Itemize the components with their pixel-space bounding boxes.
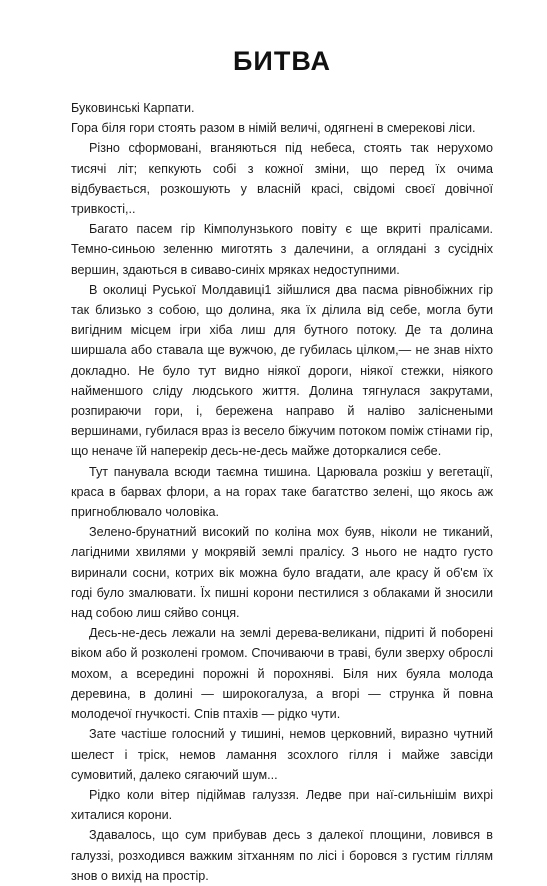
document-body [71, 98, 493, 886]
document-page [71, 46, 493, 886]
paragraph: Буковинські Карпати. [71, 101, 195, 115]
paragraph: Багато пасем гір Кімполунзького повіту є ще вкриті пралісами. Темно-синьою зеленню миготять з далечини, а оглядані з сусідніх вершин, здаються в сиваво-синіх мряках недоступними. [71, 222, 493, 277]
paragraph: Зате частіше голосний у тишині, немов церковний, виразно чутний шелест і тріск, немов ламання зсохлого гілля і майже завсіди сумовитий, далеко сягаючий шум... [71, 727, 493, 782]
paragraph: В околиці Руської Молдавиці1 зійшлися два пасма рівнобіжних гір так близько з собою, що долина, яка їх ділила від себе, могла бути вигідним місцем ігри хіба лиш для бутного потоку. Де та долина ширшала або ставала ще вужчою, де губилась цілком,— не знав ніхто докладно. Не було тут видно ніякої дороги, ніякої стежки, ніякого найменшого сліду людського життя. Долина тягнулася закрутами, розпираючи гори, і, бережена направо й наліво заліснеными вершинами, губилася враз із весело біжучим потоком поміж стінами гір, що неначе їй наперекір десь-не-десь майже доторкалися себе. [71, 282, 493, 459]
paragraph: Різно сформовані, вганяються під небеса, стоять так нерухомо тисячі літ; кепкують собі з кожної зміни, що перед їх очима відбувається, розкошують у власній красі, свідомі своєї довічної тривкості,.. [71, 141, 493, 217]
document-title: БИТВА [233, 46, 331, 76]
paragraph: Рідко коли вітер підіймав галуззя. Ледве при наї-сильнішім вихрі хиталися корони. [71, 787, 493, 823]
paragraph: Десь-не-десь лежали на землі дерева-великани, підриті й поборені віком або й розколені громом. Спочиваючи в траві, були зверху оброслі мохом, а всередині порожні й порохняві. Біля них буяла молода деревина, в долині — широкогалуза, а вгорі — струнка й повна молодечої гнучкості. Спів птахів — рідко чути. [71, 626, 493, 722]
paragraph: Здавалось, що сум прибував десь з далекої площини, ловився в галуззі, розходився важким зітханням по лісі і боровся з густим гіллям знов о вихід на простір. [71, 828, 493, 883]
paragraph: Тут панувала всюди таємна тишина. Царювала розкіш у вегетації, краса в барвах флори, а на горах таке багатство зелені, що якось аж пригноблювало чоловіка. [71, 464, 493, 520]
paragraph: Гора біля гори стоять разом в німій величі, одягнені в смерекові ліси. [71, 121, 476, 136]
paragraph: Зелено-брунатний високий по коліна мох буяв, ніколи не тиканий, лагідними хвилями у мокрявій землі пралісу. З нього не надто густо виринали сосни, котрих вік можна було вгадати, але красу й об'єм їх годі було змалювати. Їх пишні корони пестилися з облаками й зносили над собою лиш сяйво сонця. [71, 525, 493, 621]
